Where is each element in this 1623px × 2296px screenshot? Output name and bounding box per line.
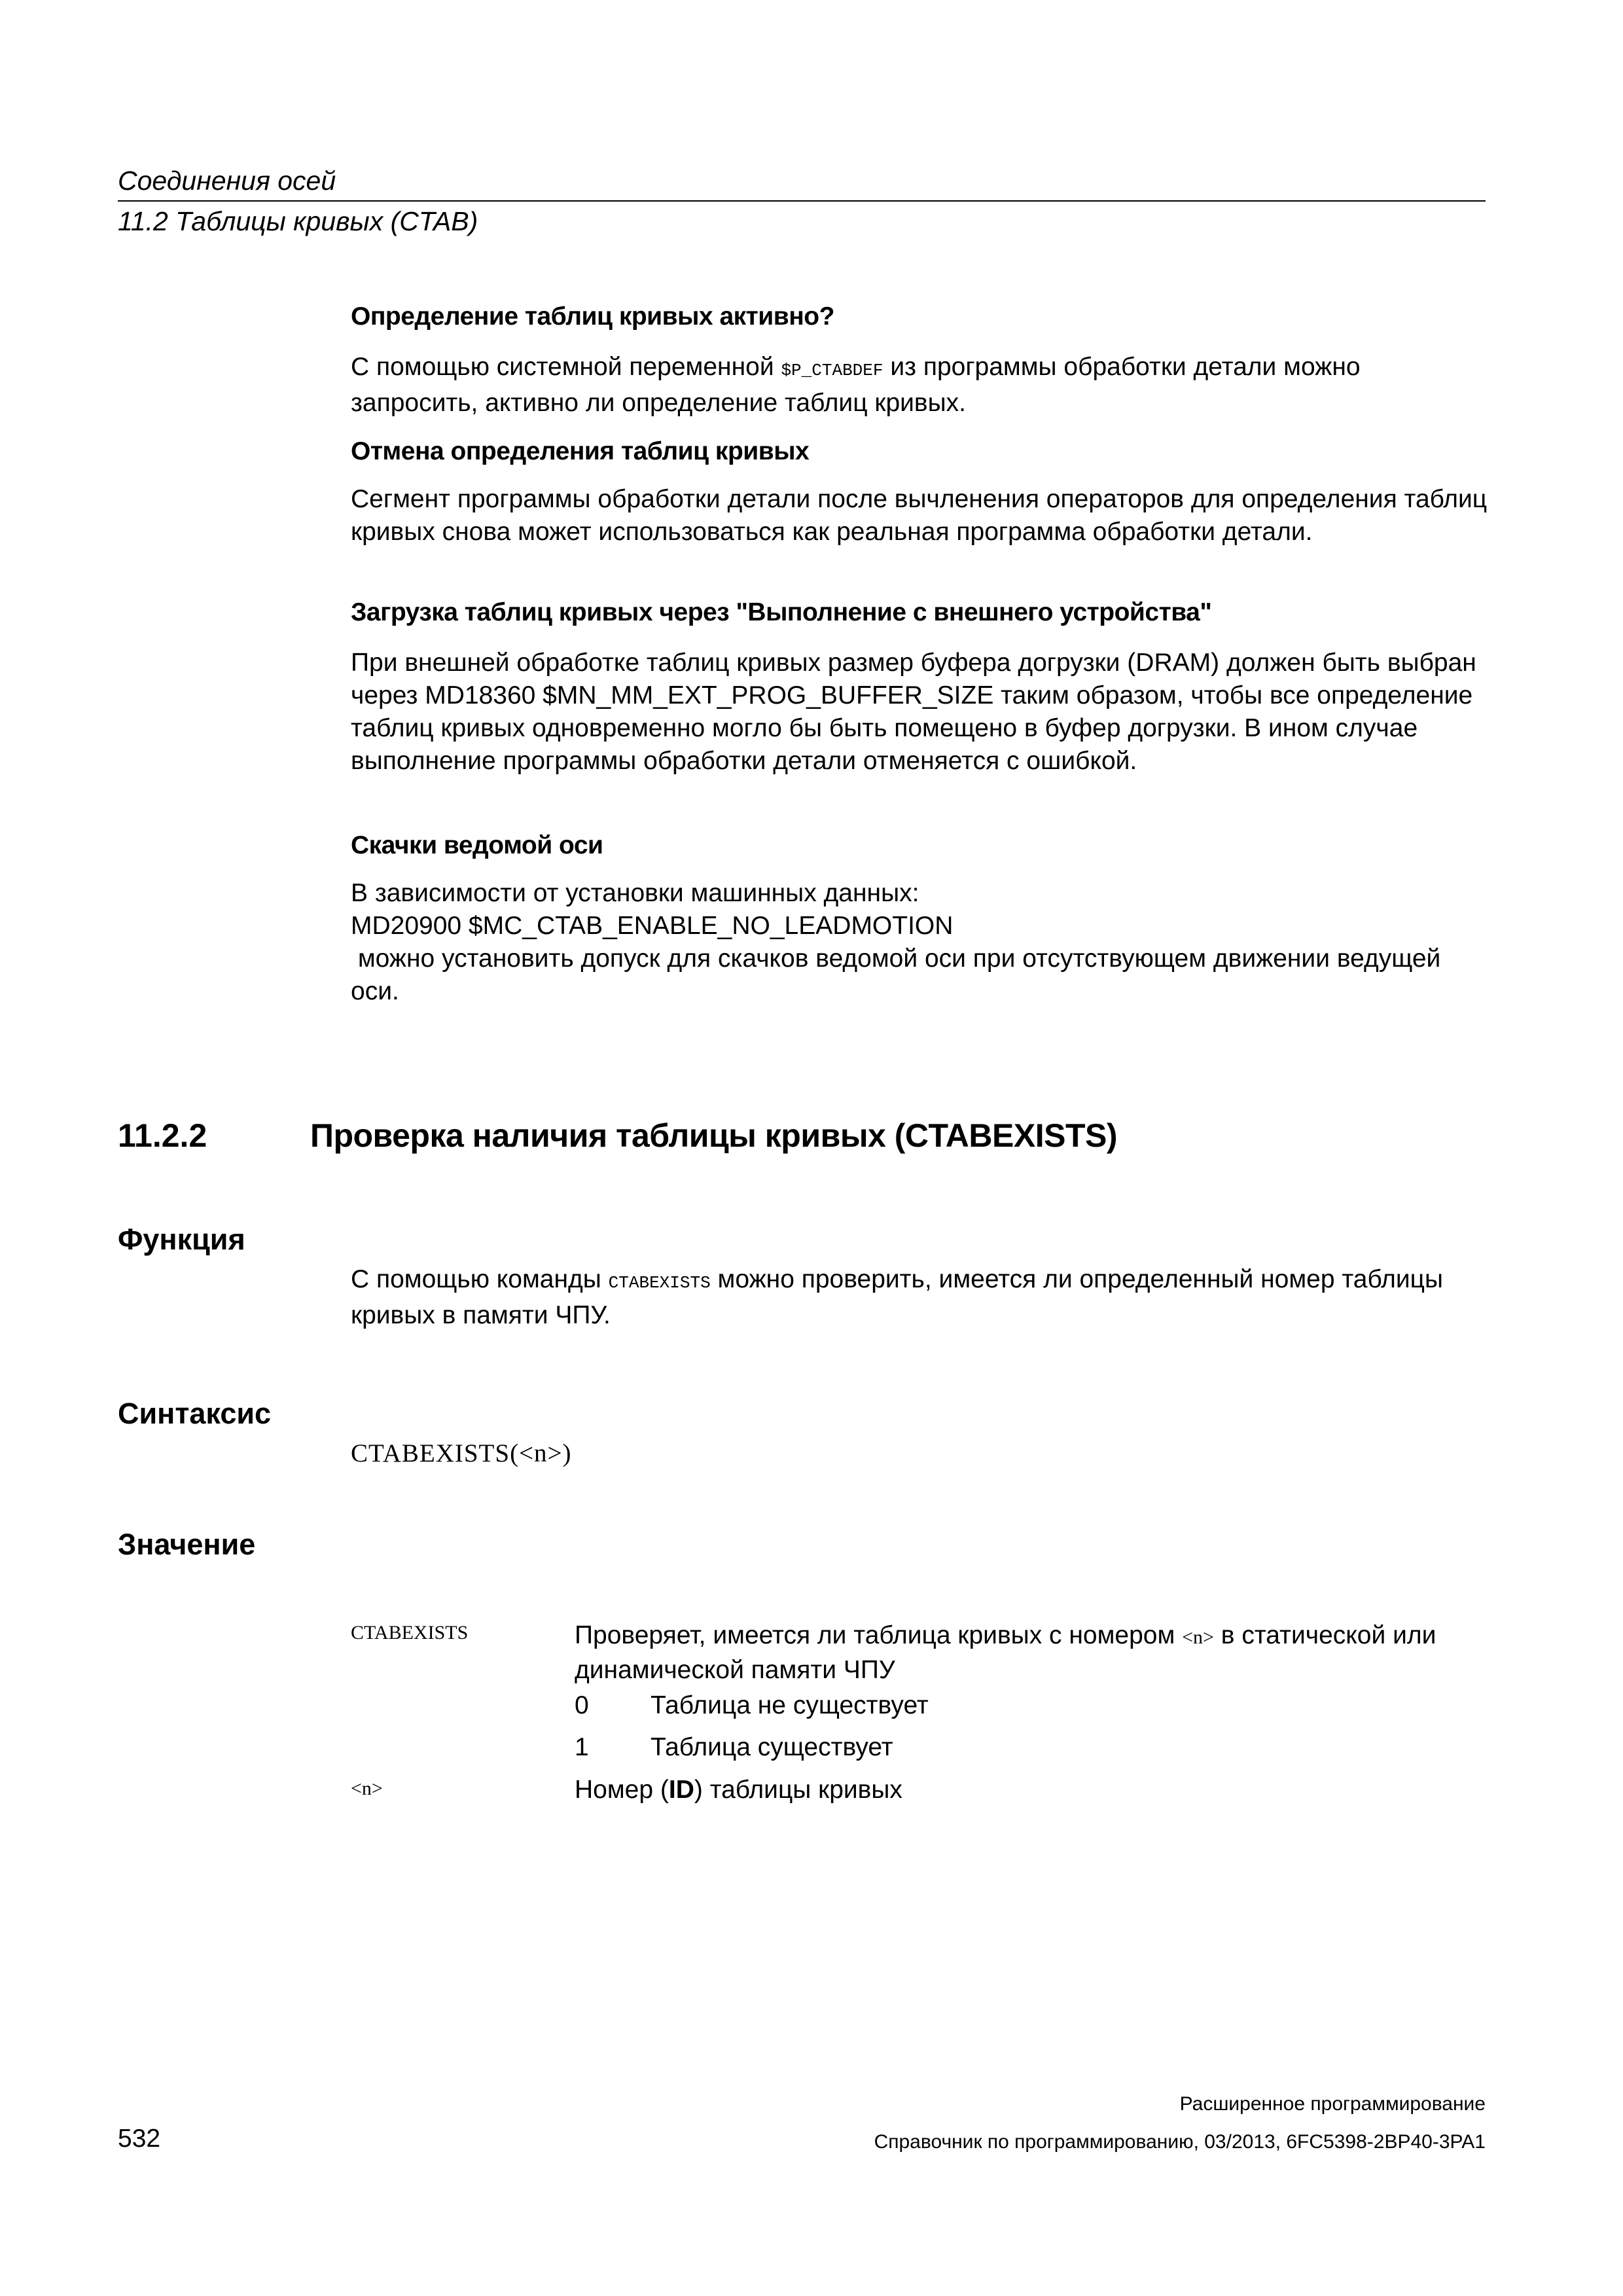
paragraph-load: При внешней обработке таблиц кривых размер буфера догрузки (DRAM) должен быть выбран через MD18360 $MN_MM_EXT_PROG_BUFFER_SIZE таким образом, чтобы все определение таблиц кривых одновременно могло бы быть помещено в буфер догрузки. В ином случае выполнение программы обработки детали отменяется с ошибкой. [351,649,1476,775]
paragraph-active: С помощью системной переменной $P_CTABDEF из программы обработки детали можно запросить, активно ли определение таблиц кривых. [351,353,1361,417]
subheading-function: Функция [118,1223,245,1256]
footer-title: Расширенное программирование [1179,2093,1486,2115]
heading-load: Загрузка таблиц кривых через "Выполнение с внешнего устройства" [351,598,1212,626]
value-1: 1 [575,1733,589,1761]
value-0: 0 [575,1691,589,1719]
header-section: 11.2 Таблицы кривых (CTAB) [118,206,478,236]
term-ctabexists: CTABEXISTS [351,1622,469,1643]
inline-code: CTABEXISTS [608,1273,711,1293]
header-chapter: Соединения осей [118,166,336,196]
paragraph-cancel: Сегмент программы обработки детали после вычленения операторов для определения таблиц кривых снова может использоваться как реальная программа обработки детали. [351,485,1488,546]
section-title: Проверка наличия таблицы кривых (CTABEXISTS) [310,1117,1118,1154]
heading-active: Определение таблиц кривых активно? [351,302,834,331]
paragraph-function: С помощью команды CTABEXISTS можно проверить, имеется ли определенный номер таблицы кривых в памяти ЧПУ. [351,1265,1443,1329]
value-0-text: Таблица не существует [651,1691,929,1719]
subheading-syntax: Синтаксис [118,1397,272,1430]
subheading-meaning: Значение [118,1528,256,1561]
inline-code: $P_CTABDEF [781,361,883,380]
section-number: 11.2.2 [118,1117,207,1154]
paragraph-jumps: В зависимости от установки машинных данных: MD20900 $MC_CTAB_ENABLE_NO_LEADMOTION можно установить допуск для скачков ведомой оси при отсутствующем движении ведущей оси. [351,879,1448,1005]
syntax-code: CTABEXISTS(<n>) [351,1439,572,1467]
header-rule [118,200,1486,202]
desc-ctabexists: Проверяет, имеется ли таблица кривых с номером <n> в статической или динамической памяти ЧПУ [575,1621,1436,1684]
heading-jumps: Скачки ведомой оси [351,831,603,859]
term-n: <n> [351,1778,383,1799]
heading-cancel: Отмена определения таблиц кривых [351,437,810,465]
value-1-text: Таблица существует [651,1733,893,1761]
footer-reference: Справочник по программированию, 03/2013, 6FC5398-2BP40-3PA1 [874,2131,1486,2153]
desc-n: Номер (ID) таблицы кривых [575,1776,902,1804]
page-number: 532 [118,2125,161,2153]
